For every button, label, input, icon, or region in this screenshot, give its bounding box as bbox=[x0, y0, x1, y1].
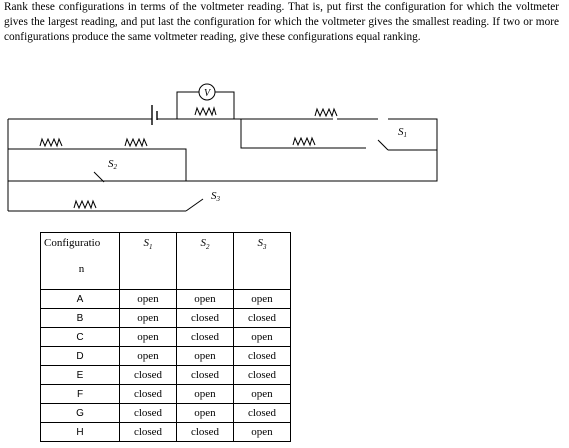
cell-s1: open bbox=[120, 347, 177, 366]
header-s3 bbox=[234, 233, 291, 290]
table-header-row bbox=[41, 233, 291, 290]
cell-s2: closed bbox=[177, 366, 234, 385]
voltmeter-label: V bbox=[203, 88, 211, 99]
header-s1-sub: 1 bbox=[149, 243, 153, 252]
cell-s2: closed bbox=[177, 328, 234, 347]
header-s1 bbox=[120, 233, 177, 290]
header-configuration-line1: Configuratio bbox=[44, 237, 101, 249]
wire-middle-left bbox=[8, 149, 186, 181]
table-row bbox=[41, 309, 291, 328]
wire-bottom-main bbox=[8, 119, 437, 181]
cell-s2: closed bbox=[177, 309, 234, 328]
resistor-lower-left bbox=[74, 201, 96, 208]
row-label: E bbox=[41, 366, 120, 385]
cell-s3: open bbox=[234, 423, 291, 442]
cell-s3: closed bbox=[234, 366, 291, 385]
switch-s3-label: S3 bbox=[211, 190, 220, 203]
header-configuration bbox=[41, 233, 120, 290]
table-row bbox=[41, 290, 291, 309]
header-s3-sub: 3 bbox=[263, 243, 267, 252]
table-row bbox=[41, 385, 291, 404]
row-label: B bbox=[41, 309, 120, 328]
cell-s1: closed bbox=[120, 385, 177, 404]
resistor-voltmeter bbox=[195, 108, 216, 115]
cell-s3: closed bbox=[234, 309, 291, 328]
cell-s2: closed bbox=[177, 423, 234, 442]
cell-s3: open bbox=[234, 385, 291, 404]
wire-voltmeter-right bbox=[215, 92, 234, 119]
switch-s3-blade bbox=[186, 199, 203, 211]
cell-s2: open bbox=[177, 404, 234, 423]
cell-s1: closed bbox=[120, 423, 177, 442]
cell-s3: closed bbox=[234, 347, 291, 366]
cell-s1: open bbox=[120, 290, 177, 309]
cell-s1: open bbox=[120, 309, 177, 328]
cell-s2: open bbox=[177, 290, 234, 309]
cell-s1: closed bbox=[120, 366, 177, 385]
row-label: H bbox=[41, 423, 120, 442]
wire-voltmeter-branch bbox=[177, 92, 199, 119]
row-label: C bbox=[41, 328, 120, 347]
row-label: G bbox=[41, 404, 120, 423]
cell-s1: closed bbox=[120, 404, 177, 423]
row-label: F bbox=[41, 385, 120, 404]
configuration-table bbox=[40, 232, 291, 442]
table-row bbox=[41, 347, 291, 366]
cell-s3: closed bbox=[234, 404, 291, 423]
switch-s1-label: S1 bbox=[398, 126, 407, 139]
resistor-upper-right bbox=[315, 109, 337, 116]
header-s2-letter: S bbox=[200, 237, 206, 249]
cell-s2: open bbox=[177, 347, 234, 366]
cell-s3: open bbox=[234, 328, 291, 347]
header-s3-letter: S bbox=[257, 237, 263, 249]
table-row bbox=[41, 423, 291, 442]
header-s2-sub: 2 bbox=[206, 243, 210, 252]
cell-s1: open bbox=[120, 328, 177, 347]
row-label: A bbox=[41, 290, 120, 309]
header-s1-letter: S bbox=[143, 237, 149, 249]
question-text: Rank these configurations in terms of the voltmeter reading. That is, put first the configuration for which the voltmeter gives the largest reading, and put last the configuration for which the voltmeter gives the smallest reading. If two or more configurations produce the same voltmeter reading, give these configurations equal ranking. bbox=[4, 1, 559, 43]
table-row bbox=[41, 404, 291, 423]
resistor-middle-left-1 bbox=[40, 139, 62, 146]
header-configuration-line2: n bbox=[78, 263, 85, 275]
table-row bbox=[41, 366, 291, 385]
cell-s2: open bbox=[177, 385, 234, 404]
header-s2 bbox=[177, 233, 234, 290]
table-row bbox=[41, 328, 291, 347]
cell-s3: open bbox=[234, 290, 291, 309]
row-label: D bbox=[41, 347, 120, 366]
switch-s1-blade bbox=[378, 140, 388, 150]
resistor-lower-right bbox=[293, 138, 315, 145]
wire-battery-right bbox=[157, 119, 348, 148]
resistor-middle-left-2 bbox=[125, 139, 147, 146]
switch-s2-label: S2 bbox=[108, 158, 117, 171]
